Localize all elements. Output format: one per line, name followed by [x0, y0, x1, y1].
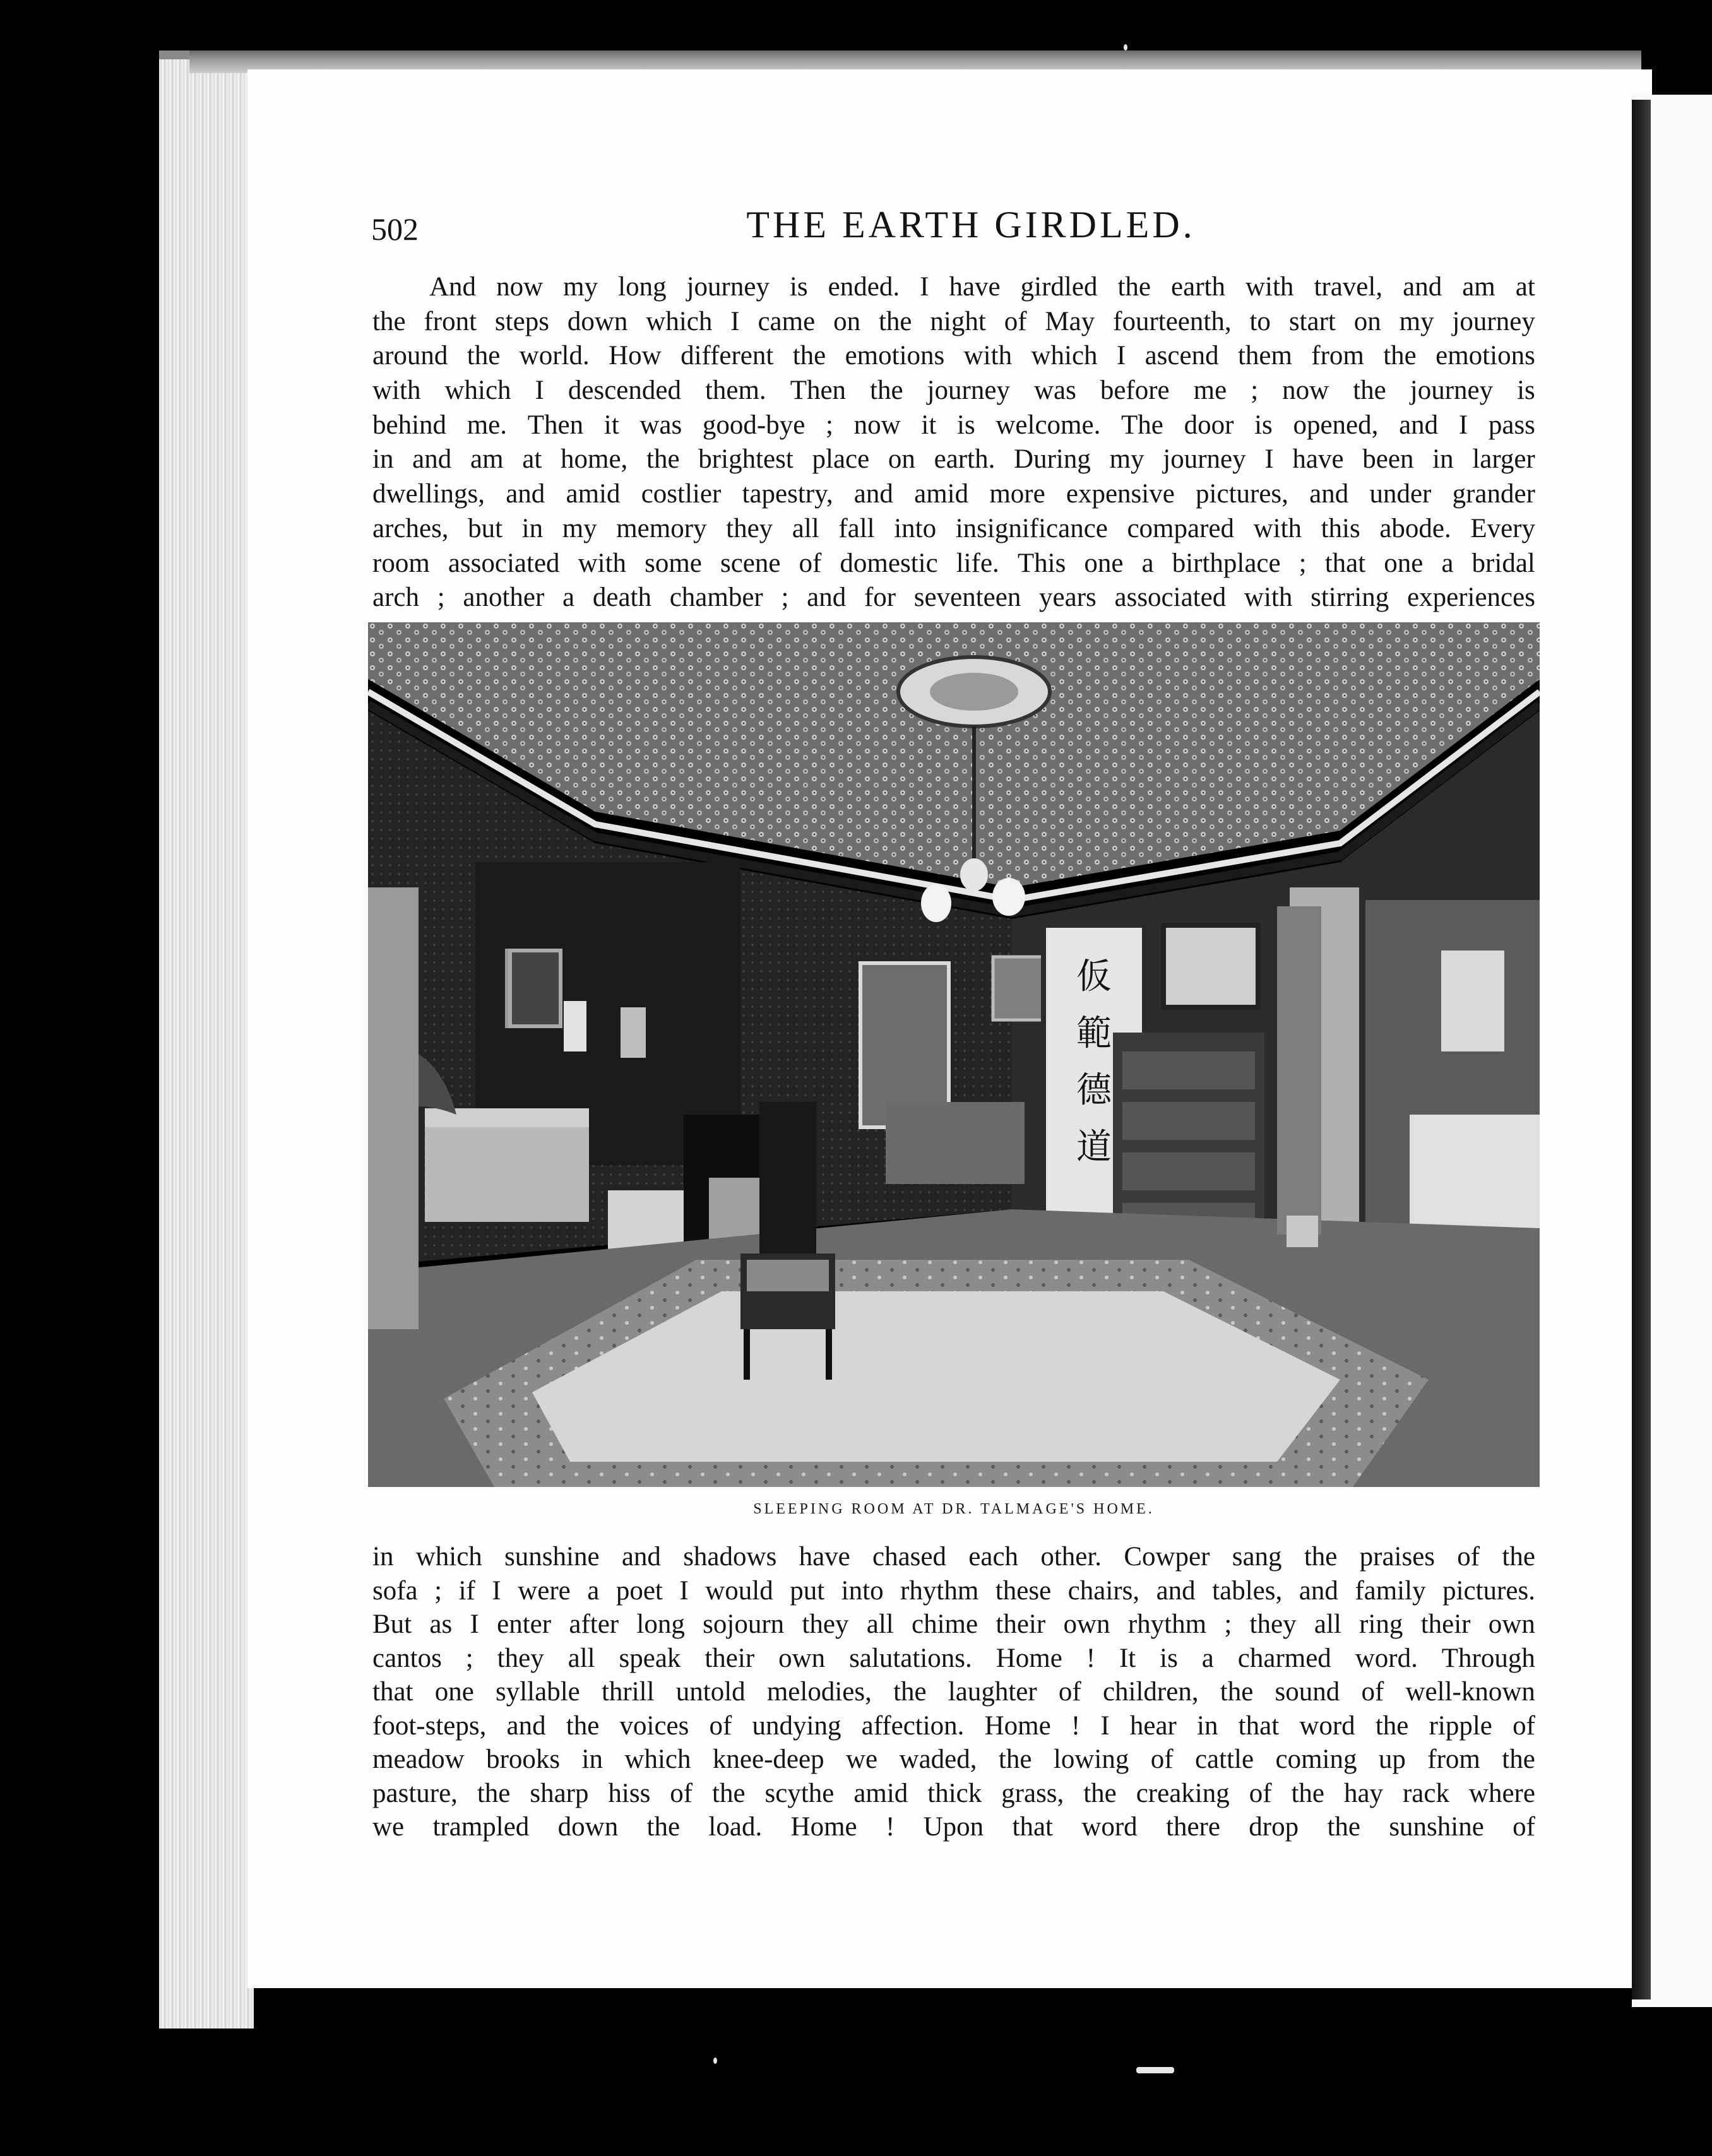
book-gutter — [1632, 100, 1651, 1999]
paragraph-before-figure — [372, 270, 1535, 615]
page-number: 502 — [371, 211, 419, 247]
text-line: in and am at home, the brightest place on earth. During my journey I have been in larger — [372, 444, 1535, 475]
text-line: with which I descended them. Then the journey was before me ; now the journey is — [372, 376, 1535, 406]
text-line: we trampled down the load. Home ! Upon that word there drop the sunshine of — [372, 1812, 1535, 1842]
page-stack-edges — [159, 50, 254, 2029]
running-head: THE EARTH GIRDLED. — [746, 204, 1196, 246]
scroll-character-1: 仮 — [1076, 956, 1112, 997]
scroll-character-2: 範 — [1076, 1013, 1112, 1054]
text-line: the front steps down which I came on the night of May fourteenth, to start on my journey — [372, 306, 1535, 336]
page-header — [371, 203, 1571, 254]
text-line: arch ; another a death chamber ; and for seventeen years associated with stirring experiences — [372, 583, 1535, 613]
text-line: cantos ; they all speak their own salutations. Home ! It is a charmed word. Through — [372, 1643, 1535, 1673]
text-line: behind me. Then it was good-bye ; now it is welcome. The door is opened, and I pass — [372, 410, 1535, 440]
text-line: meadow brooks in which knee-deep we waded, the lowing of cattle coming up from the — [372, 1744, 1535, 1774]
text-line: foot-steps, and the voices of undying affection. Home ! I hear in that word the ripple of — [372, 1710, 1535, 1741]
paragraph-after-figure — [372, 1540, 1535, 1844]
text-line: that one syllable thrill untold melodies, the laughter of children, the sound of well-known — [372, 1677, 1535, 1707]
text-line: And now my long journey is ended. I have girdled the earth with travel, and am at — [429, 272, 1535, 302]
figure-caption: SLEEPING ROOM AT DR. TALMAGE'S HOME. — [753, 1501, 1155, 1517]
text-line: room associated with some scene of domestic life. This one a birthplace ; that one a bridal — [372, 548, 1535, 578]
scroll-character-3: 德 — [1076, 1070, 1112, 1111]
scan-speck — [1124, 44, 1127, 50]
text-line: sofa ; if I were a poet I would put into rhythm these chairs, and tables, and family pictures. — [372, 1575, 1535, 1606]
text-line: around the world. How different the emotions with which I ascend them from the emotions — [372, 341, 1535, 371]
scan-speck — [1136, 2067, 1174, 2073]
text-line: But as I enter after long sojourn they all chime their own rhythm ; they all ring their own — [372, 1609, 1535, 1639]
text-line: pasture, the sharp hiss of the scythe amid thick grass, the creaking of the hay rack where — [372, 1778, 1535, 1808]
text-line: arches, but in my memory they all fall into insignificance compared with this abode. Every — [372, 513, 1535, 543]
scan-speck — [713, 2058, 717, 2064]
figure-photograph — [368, 622, 1540, 1487]
text-line: dwellings, and amid costlier tapestry, and amid more expensive pictures, and under grander — [372, 479, 1535, 509]
scroll-character-4: 道 — [1076, 1127, 1112, 1168]
text-line: in which sunshine and shadows have chased each other. Cowper sang the praises of the — [372, 1542, 1535, 1572]
